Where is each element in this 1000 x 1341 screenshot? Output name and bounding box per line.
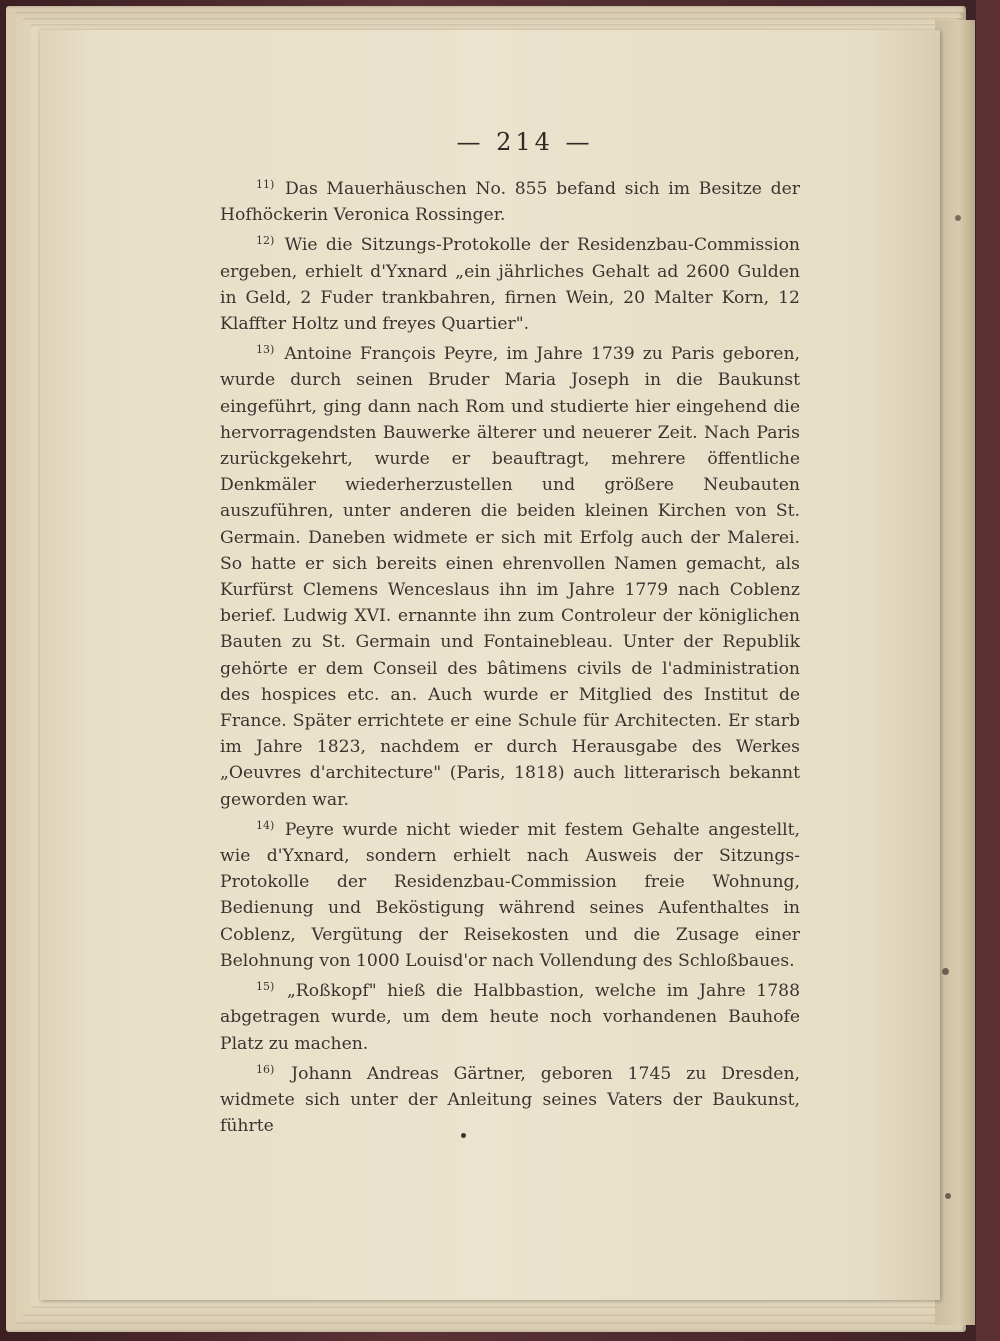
footnote-marker: 16) xyxy=(256,1062,275,1076)
footnote-16 xyxy=(220,1057,800,1140)
footnote-marker: 14) xyxy=(256,818,275,832)
footnote-text: Wie die Sitzungs-Protokolle der Residenzbau-Commission ergeben, erhielt d'Yxnard „ein jährliches Gehalt ad 2600 Gulden in Geld, 2 Fuder trankbahren, firnen Wein, 20 Malter Korn, 12 Klaffter Holtz und freyes Quartier". xyxy=(220,235,800,335)
footnote-text: Antoine François Peyre, im Jahre 1739 zu Paris geboren, wurde durch seinen Bruder Maria Joseph in die Baukunst eingeführt, ging dann nach Rom und studierte hier eingehend die hervorragendsten Bauwerke älterer und neuerer Zeit. Nach Paris zurückgekehrt, wurde er beauftragt, mehrere öffentliche Denkmäler wiederherzustellen und größere Neubauten auszuführen, unter anderen die beiden kleinen Kirchen von St. Germain. Daneben widmete er sich mit Erfolg auch der Malerei. So hatte er sich bereits einen ehrenvollen Namen gemacht, als Kurfürst Clemens Wenceslaus ihn im Jahre 1779 nach Coblenz berief. Ludwig XVI. ernannte ihn zum Controleur der königlichen Bauten zu St. Germain und Fontainebleau. Unter der Republik gehörte er dem Conseil des bâtimens civils de l'administration des hospices etc. an. Auch wurde er Mitglied des Institut de France. Später errichtete er eine Schule für Architecten. Er starb im Jahre 1823, nachdem er durch Herausgabe des Werkes „Oeuvres d'architecture" (Paris, 1818) auch litterarisch bekannt geworden war. xyxy=(220,344,800,810)
footnote-text: Peyre wurde nicht wieder mit festem Gehalte angestellt, wie d'Yxnard, sondern erhielt nach Ausweis der Sitzungs-Protokolle der Residenzbau-Commission freie Wohnung, Bedienung und Beköstigung während seines Aufenthaltes in Coblenz, Vergütung der Reisekosten und die Zusage einer Belohnung von 1000 Louisd'or nach Vollendung des Schloßbaues. xyxy=(220,819,800,971)
margin-speck xyxy=(942,968,949,975)
footnote-14 xyxy=(220,813,800,974)
footnote-marker: 12) xyxy=(256,234,275,248)
footnote-marker: 11) xyxy=(256,178,275,191)
footnote-text: „Roßkopf" hieß die Halbbastion, welche im Jahre 1788 abgetragen wurde, um dem heute noch vorhandenen Bauhofe Platz zu machen. xyxy=(220,981,801,1054)
footnote-text: Das Mauerhäuschen No. 855 befand sich im Besitze der Hofhöckerin Veronica Rossinger. xyxy=(220,179,800,226)
footnote-12 xyxy=(220,228,800,337)
footnote-15 xyxy=(220,974,800,1057)
footnote-marker: 15) xyxy=(256,980,275,994)
margin-speck xyxy=(955,215,961,221)
footnote-marker: 13) xyxy=(256,343,275,357)
ink-speck xyxy=(461,1133,466,1138)
footnotes-block xyxy=(220,172,800,1139)
page-number: — 214 — xyxy=(456,128,594,156)
footnote-text: Johann Andreas Gärtner, geboren 1745 zu Dresden, widmete sich unter der Anleitung seines Vaters der Baukunst, führte xyxy=(220,1063,800,1137)
footnote-11 xyxy=(220,172,800,228)
book-spine-strip xyxy=(976,0,1000,1341)
margin-speck xyxy=(945,1193,951,1199)
footnote-13 xyxy=(220,337,800,813)
